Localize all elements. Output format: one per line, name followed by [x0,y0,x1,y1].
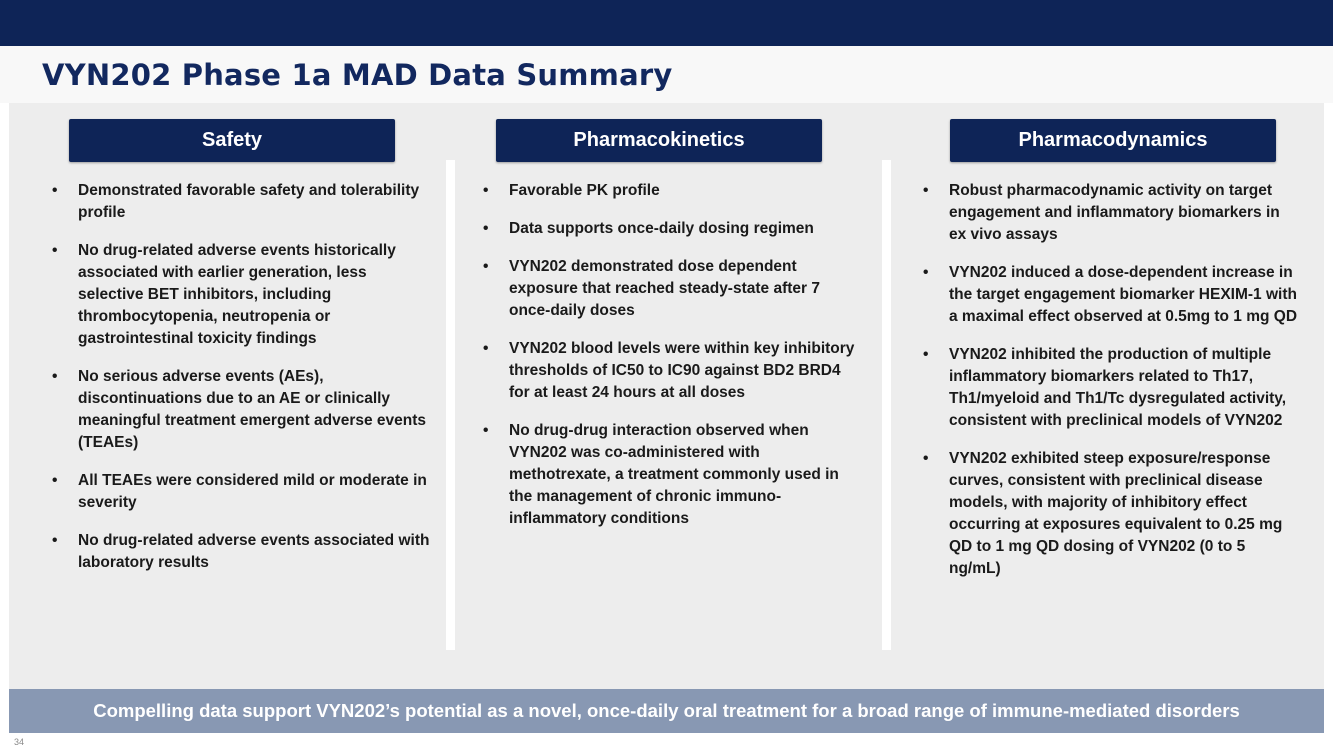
list-item: • Demonstrated favorable safety and tolerability profile [50,180,430,224]
list-item: • No drug-drug interaction observed when VYN202 was co-administered with methotrexate, a treatment commonly used in the management of chronic immuno-inflammatory conditions [481,420,856,530]
page-number: 34 [14,737,25,747]
top-banner [0,0,1333,46]
list-item: • VYN202 demonstrated dose dependent exposure that reached steady-state after 7 once-daily doses [481,256,856,322]
list-item: • Data supports once-daily dosing regimen [481,218,856,240]
list-item: • VYN202 blood levels were within key inhibitory thresholds of IC50 to IC90 against BD2 BRD4 for at least 24 hours at all doses [481,338,856,404]
list-item: • Favorable PK profile [481,180,856,202]
list-item: • All TEAEs were considered mild or moderate in severity [50,470,430,514]
safety-heading: Safety [69,119,395,162]
pharmacokinetics-heading: Pharmacokinetics [496,119,822,162]
list-item: • No drug-related adverse events associated with laboratory results [50,530,430,574]
footer-banner: Compelling data support VYN202’s potential as a novel, once-daily oral treatment for a broad range of immune-mediated disorders [9,689,1324,733]
list-item: • No drug-related adverse events historically associated with earlier generation, less selective BET inhibitors, including thrombocytopenia, neutropenia or gastrointestinal toxicity findings [50,240,430,350]
slide-title: VYN202 Phase 1a MAD Data Summary [42,58,673,92]
list-item: • VYN202 inhibited the production of multiple inflammatory biomarkers related to Th17, Th1/myeloid and Th1/Tc dysregulated activity, consistent with preclinical models of VYN202 [921,344,1301,432]
pharmacodynamics-heading: Pharmacodynamics [950,119,1276,162]
pharmacokinetics-bullet-list [481,180,856,546]
list-item: • No serious adverse events (AEs), discontinuations due to an AE or clinically meaningful treatment emergent adverse events (TEAEs) [50,366,430,454]
column-divider-1 [446,160,455,650]
safety-bullet-list [50,180,430,590]
column-divider-2 [882,160,891,650]
list-item: • VYN202 exhibited steep exposure/response curves, consistent with preclinical disease models, with majority of inhibitory effect occurring at exposures equivalent to 0.25 mg QD to 1 mg QD dosing of VYN202 (0 to 5 ng/mL) [921,448,1301,580]
pharmacodynamics-bullet-list [921,180,1301,596]
list-item: • VYN202 induced a dose-dependent increase in the target engagement biomarker HEXIM-1 with a maximal effect observed at 0.5mg to 1 mg QD [921,262,1301,328]
list-item: • Robust pharmacodynamic activity on target engagement and inflammatory biomarkers in ex vivo assays [921,180,1301,246]
